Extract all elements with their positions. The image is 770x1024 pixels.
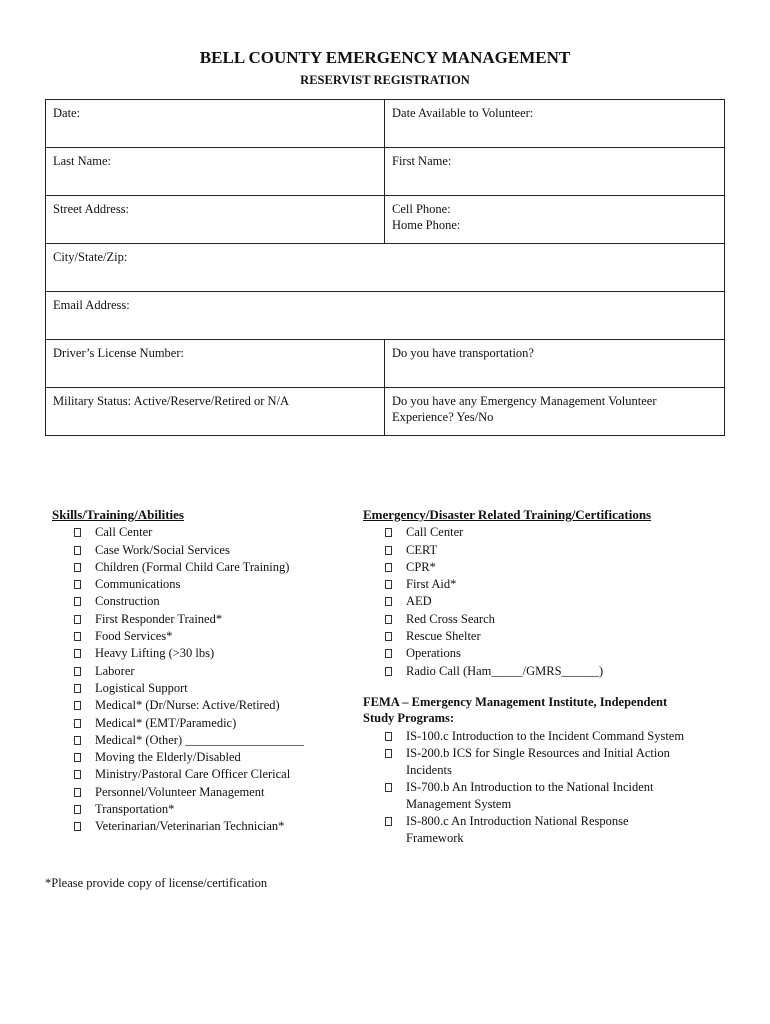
skills-item-label: Transportation* [95, 802, 175, 817]
certifications-item [363, 593, 733, 610]
certifications-item-label: AED [406, 594, 432, 609]
military-status-field[interactable] [46, 388, 385, 436]
certifications-item-label: First Aid* [406, 577, 457, 592]
skills-item [52, 801, 352, 818]
skills-item-label: First Responder Trained* [95, 611, 223, 626]
skills-item [52, 628, 352, 645]
skills-item-label: Heavy Lifting (>30 lbs) [95, 646, 215, 661]
skills-item-label: Children (Formal Child Care Training) [95, 559, 290, 574]
fema-heading-line1: FEMA – Emergency Management Institute, Independent [363, 694, 668, 709]
fema-heading [363, 694, 733, 727]
checkbox[interactable] [385, 783, 392, 792]
certifications-item-label: Red Cross Search [406, 611, 495, 626]
checkbox[interactable] [74, 546, 81, 555]
skills-item-label: Medical* (EMT/Paramedic) [95, 715, 237, 730]
date-label: Date: [53, 106, 81, 120]
skills-item [52, 749, 352, 766]
certifications-item [363, 645, 733, 662]
checkbox[interactable] [74, 528, 81, 537]
skills-item [52, 611, 352, 628]
certifications-item [363, 542, 733, 559]
skills-item [52, 715, 352, 732]
skills-item-label: Call Center [95, 525, 153, 540]
fema-item-label: Incidents [406, 762, 452, 777]
checkbox[interactable] [74, 563, 81, 572]
checkbox[interactable] [385, 649, 392, 658]
certifications-item [363, 663, 733, 680]
skills-item-label: Veterinarian/Veterinarian Technician* [95, 819, 285, 834]
certifications-item-label: CERT [406, 542, 438, 557]
email-label: Email Address: [53, 298, 130, 312]
fema-item-label: IS-200.b ICS for Single Resources and Initial Action [406, 746, 670, 761]
transportation-label: Do you have transportation? [392, 346, 534, 360]
checkbox[interactable] [385, 546, 392, 555]
certifications-item [363, 524, 733, 541]
fema-item [363, 745, 733, 778]
checkbox[interactable] [74, 788, 81, 797]
checkbox[interactable] [74, 701, 81, 710]
date-field[interactable] [46, 100, 385, 148]
street-address-label: Street Address: [53, 202, 130, 216]
last-name-label: Last Name: [53, 154, 111, 168]
fema-item-label: IS-700.b An Introduction to the National Incident [406, 780, 654, 795]
fema-item-label: Framework [406, 830, 464, 845]
fema-item [363, 728, 733, 745]
certifications-list [363, 524, 733, 680]
certifications-item-label: Radio Call (Ham_____/GMRS______) [406, 663, 604, 678]
checkbox[interactable] [74, 649, 81, 658]
skills-item [52, 559, 352, 576]
fema-item [363, 779, 733, 812]
page-subtitle: RESERVIST REGISTRATION [300, 73, 470, 87]
skills-item [52, 818, 352, 835]
city-state-zip-field[interactable] [46, 244, 725, 292]
certifications-item [363, 628, 733, 645]
checkbox[interactable] [74, 770, 81, 779]
skills-item [52, 593, 352, 610]
checkbox[interactable] [74, 736, 81, 745]
certifications-item-label: Rescue Shelter [406, 629, 481, 644]
skills-item [52, 663, 352, 680]
em-experience-label-line2: Experience? Yes/No [392, 410, 494, 424]
skills-item [52, 576, 352, 593]
skills-item-label: Ministry/Pastoral Care Officer Clerical [95, 767, 291, 782]
fema-list [363, 728, 733, 846]
skills-item [52, 645, 352, 662]
certifications-item-label: Operations [406, 646, 461, 661]
skills-item [52, 542, 352, 559]
skills-heading: Skills/Training/Abilities [52, 507, 184, 522]
checkbox[interactable] [385, 632, 392, 641]
skills-section [52, 506, 352, 836]
skills-item-label: Food Services* [95, 629, 173, 644]
fema-item-label: IS-800.c An Introduction National Response [406, 813, 629, 828]
em-experience-label-line1: Do you have any Emergency Management Volunteer [392, 394, 657, 408]
skills-item-label: Medical* (Dr/Nurse: Active/Retired) [95, 698, 280, 713]
skills-item-label: Laborer [95, 663, 135, 678]
registration-form-table [45, 99, 725, 436]
email-field[interactable] [46, 292, 725, 340]
street-address-field[interactable] [46, 196, 385, 244]
checkbox[interactable] [385, 563, 392, 572]
skills-item-label: Construction [95, 594, 160, 609]
skills-item [52, 524, 352, 541]
skills-item [52, 766, 352, 783]
military-status-label: Military Status: Active/Reserve/Retired or N/A [53, 394, 290, 408]
fema-item-label: IS-100.c Introduction to the Incident Command System [406, 728, 685, 743]
checkbox[interactable] [74, 822, 81, 831]
checkbox[interactable] [385, 580, 392, 589]
checkbox[interactable] [385, 749, 392, 758]
certifications-item-label: Call Center [406, 525, 464, 540]
footnote: *Please provide copy of license/certification [45, 876, 268, 890]
date-available-label: Date Available to Volunteer: [392, 106, 534, 120]
drivers-license-field[interactable] [46, 340, 385, 388]
fema-item-label: Management System [406, 796, 512, 811]
skills-item-label: Logistical Support [95, 680, 188, 695]
page-title: BELL COUNTY EMERGENCY MANAGEMENT [199, 48, 571, 67]
date-available-field[interactable] [385, 100, 725, 148]
checkbox[interactable] [385, 597, 392, 606]
checkbox[interactable] [74, 615, 81, 624]
checkbox[interactable] [74, 667, 81, 676]
checkbox[interactable] [74, 632, 81, 641]
skills-item [52, 697, 352, 714]
phone-field[interactable] [385, 196, 725, 244]
drivers-license-label: Driver’s License Number: [53, 346, 184, 360]
city-state-zip-label: City/State/Zip: [53, 250, 128, 264]
checkbox[interactable] [385, 615, 392, 624]
skills-item-label: Medical* (Other) ___________________ [95, 732, 304, 747]
checkbox[interactable] [74, 597, 81, 606]
skills-item-label: Case Work/Social Services [95, 542, 230, 557]
checkbox[interactable] [74, 753, 81, 762]
certifications-heading: Emergency/Disaster Related Training/Certifications [363, 507, 652, 522]
checkbox[interactable] [74, 805, 81, 814]
checkbox[interactable] [385, 732, 392, 741]
skills-item-label: Moving the Elderly/Disabled [95, 750, 241, 765]
checkbox[interactable] [385, 667, 392, 676]
certifications-item [363, 611, 733, 628]
em-experience-field[interactable] [385, 388, 725, 436]
cell-phone-label: Cell Phone: [392, 202, 451, 216]
last-name-field[interactable] [46, 148, 385, 196]
skills-item-label: Communications [95, 577, 181, 592]
checkbox[interactable] [385, 817, 392, 826]
certifications-item [363, 576, 733, 593]
skills-item [52, 784, 352, 801]
certifications-section [363, 506, 733, 847]
skills-list [52, 524, 352, 835]
checkbox[interactable] [74, 580, 81, 589]
skills-item [52, 680, 352, 697]
fema-heading-line2: Study Programs: [363, 711, 455, 726]
checkbox[interactable] [74, 719, 81, 728]
transportation-field[interactable] [385, 340, 725, 388]
first-name-label: First Name: [392, 154, 452, 168]
certifications-item [363, 559, 733, 576]
home-phone-label: Home Phone: [392, 218, 461, 232]
checkbox[interactable] [74, 684, 81, 693]
fema-item [363, 813, 733, 846]
certifications-item-label: CPR* [406, 559, 436, 574]
checkbox[interactable] [385, 528, 392, 537]
first-name-field[interactable] [385, 148, 725, 196]
skills-item [52, 732, 352, 749]
skills-item-label: Personnel/Volunteer Management [95, 784, 265, 799]
